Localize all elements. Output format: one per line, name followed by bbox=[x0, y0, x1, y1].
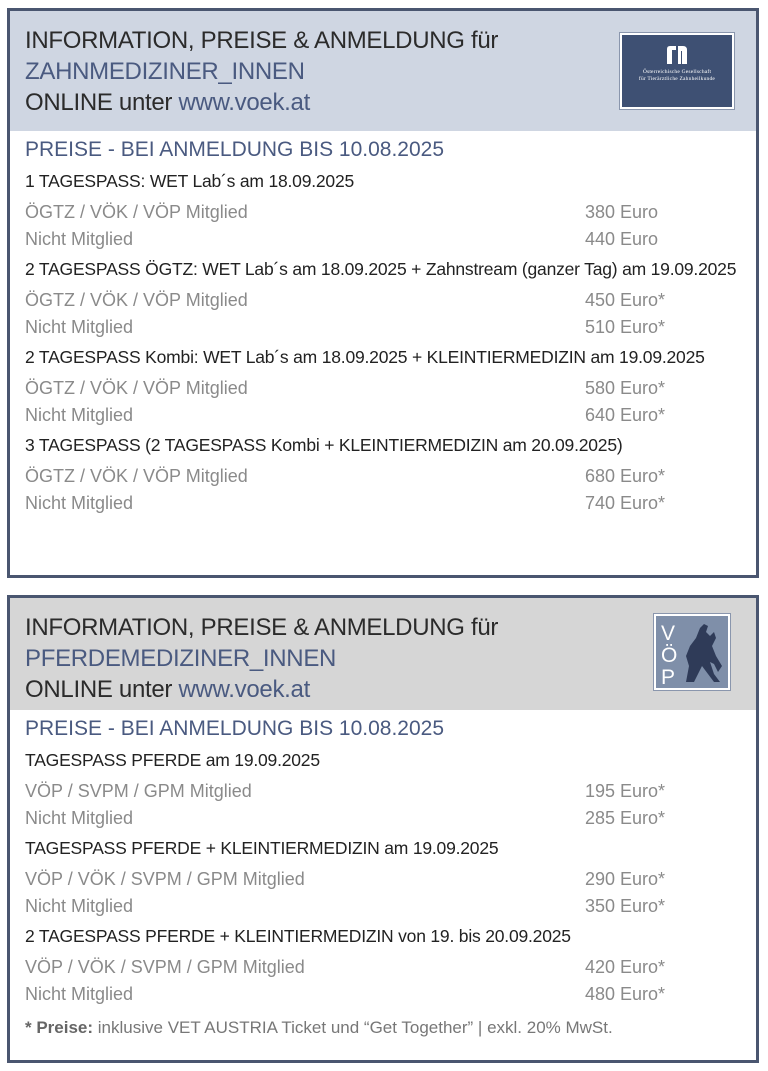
member-type-label: VÖP / VÖK / SVPM / GPM Mitglied bbox=[25, 957, 305, 977]
price-row bbox=[25, 199, 740, 226]
price-row bbox=[25, 893, 740, 920]
price-value: 420 Euro* bbox=[585, 957, 666, 977]
pass-title: TAGESPASS PFERDE + KLEINTIERMEDIZIN am 19.09.2025 bbox=[25, 838, 499, 858]
pass-title: 2 TAGESPASS ÖGTZ: WET Lab´s am 18.09.2025 + Zahnstream (ganzer Tag) am 19.09.2025 bbox=[25, 259, 737, 279]
equine-pricing-panel bbox=[7, 595, 759, 1063]
price-row bbox=[25, 226, 740, 253]
pass-block bbox=[25, 345, 740, 429]
member-type-label: VÖP / VÖK / SVPM / GPM Mitglied bbox=[25, 869, 305, 889]
price-value: 440 Euro bbox=[585, 229, 659, 249]
price-value: 680 Euro* bbox=[585, 466, 666, 486]
member-type-label: Nicht Mitglied bbox=[25, 896, 134, 916]
panel-heading: INFORMATION, PREISE & ANMELDUNG für bbox=[25, 27, 499, 54]
price-value: 350 Euro* bbox=[585, 896, 666, 916]
online-registration-line bbox=[25, 674, 740, 705]
price-footnote bbox=[25, 1018, 740, 1038]
price-row bbox=[25, 402, 740, 429]
pass-block bbox=[25, 433, 740, 517]
pass-block bbox=[25, 169, 740, 253]
voep-horse-logo-icon bbox=[656, 616, 728, 688]
registration-link[interactable]: www.voek.at bbox=[178, 676, 310, 703]
pass-title: TAGESPASS PFERDE am 19.09.2025 bbox=[25, 750, 320, 770]
panel-audience: PFERDEMEDIZINER_INNEN bbox=[25, 645, 337, 672]
online-prefix: ONLINE unter bbox=[25, 676, 173, 703]
price-value: 640 Euro* bbox=[585, 405, 666, 425]
footnote-text: inklusive VET AUSTRIA Ticket und “Get Together” | exkl. 20% MwSt. bbox=[97, 1018, 613, 1037]
logo-text-line2: für Tierärztliche Zahnheilkunde bbox=[638, 75, 716, 82]
member-type-label: ÖGTZ / VÖK / VÖP Mitglied bbox=[25, 466, 248, 486]
pass-block bbox=[25, 748, 740, 832]
price-value: 450 Euro* bbox=[585, 290, 666, 310]
price-value: 510 Euro* bbox=[585, 317, 666, 337]
logo-text-line1: Österreichische Gesellschaft bbox=[642, 69, 712, 75]
price-row bbox=[25, 287, 740, 314]
price-row bbox=[25, 981, 740, 1008]
member-type-label: Nicht Mitglied bbox=[25, 984, 134, 1004]
member-type-label: ÖGTZ / VÖK / VÖP Mitglied bbox=[25, 378, 248, 398]
dentist-pricing-panel bbox=[7, 8, 759, 578]
prices-title: PREISE - BEI ANMELDUNG BIS 10.08.2025 bbox=[25, 138, 445, 161]
price-value: 285 Euro* bbox=[585, 808, 666, 828]
price-value: 580 Euro* bbox=[585, 378, 666, 398]
price-value: 290 Euro* bbox=[585, 869, 666, 889]
member-type-label: ÖGTZ / VÖK / VÖP Mitglied bbox=[25, 202, 248, 222]
oegtz-logo-mark-icon bbox=[665, 45, 689, 65]
price-row bbox=[25, 463, 740, 490]
svg-text:Ö: Ö bbox=[661, 644, 678, 667]
online-prefix: ONLINE unter bbox=[25, 89, 173, 116]
price-row bbox=[25, 778, 740, 805]
member-type-label: Nicht Mitglied bbox=[25, 808, 134, 828]
member-type-label: ÖGTZ / VÖK / VÖP Mitglied bbox=[25, 290, 248, 310]
price-row bbox=[25, 866, 740, 893]
pass-block bbox=[25, 257, 740, 341]
pass-block bbox=[25, 924, 740, 1008]
member-type-label: Nicht Mitglied bbox=[25, 229, 134, 249]
footnote-key: * Preise: bbox=[25, 1018, 94, 1037]
panel-audience: ZAHNMEDIZINER_INNEN bbox=[25, 58, 305, 85]
price-value: 740 Euro* bbox=[585, 493, 666, 513]
panel-header bbox=[10, 11, 756, 131]
pass-title: 2 TAGESPASS PFERDE + KLEINTIERMEDIZIN von 19. bis 20.09.2025 bbox=[25, 926, 571, 946]
price-value: 480 Euro* bbox=[585, 984, 666, 1004]
oegtz-logo bbox=[620, 33, 734, 109]
price-row bbox=[25, 490, 740, 517]
svg-text:V: V bbox=[661, 622, 676, 645]
panel-heading: INFORMATION, PREISE & ANMELDUNG für bbox=[25, 614, 499, 641]
pass-block bbox=[25, 836, 740, 920]
member-type-label: Nicht Mitglied bbox=[25, 317, 134, 337]
member-type-label: VÖP / SVPM / GPM Mitglied bbox=[25, 781, 252, 801]
pass-title: 3 TAGESPASS (2 TAGESPASS Kombi + KLEINTIERMEDIZIN am 20.09.2025) bbox=[25, 435, 623, 455]
member-type-label: Nicht Mitglied bbox=[25, 405, 134, 425]
registration-link[interactable]: www.voek.at bbox=[178, 89, 310, 116]
pass-title: 2 TAGESPASS Kombi: WET Lab´s am 18.09.2025 + KLEINTIERMEDIZIN am 19.09.2025 bbox=[25, 347, 705, 367]
panel-header bbox=[10, 598, 756, 710]
price-value: 380 Euro bbox=[585, 202, 659, 222]
price-row bbox=[25, 805, 740, 832]
pass-title: 1 TAGESPASS: WET Lab´s am 18.09.2025 bbox=[25, 171, 355, 191]
price-row bbox=[25, 375, 740, 402]
member-type-label: Nicht Mitglied bbox=[25, 493, 134, 513]
svg-text:P: P bbox=[661, 666, 676, 688]
prices-title: PREISE - BEI ANMELDUNG BIS 10.08.2025 bbox=[25, 717, 445, 740]
voep-logo bbox=[654, 614, 730, 690]
price-value: 195 Euro* bbox=[585, 781, 666, 801]
price-row bbox=[25, 314, 740, 341]
panel-body bbox=[10, 710, 756, 1038]
panel-body bbox=[10, 131, 756, 517]
price-row bbox=[25, 954, 740, 981]
